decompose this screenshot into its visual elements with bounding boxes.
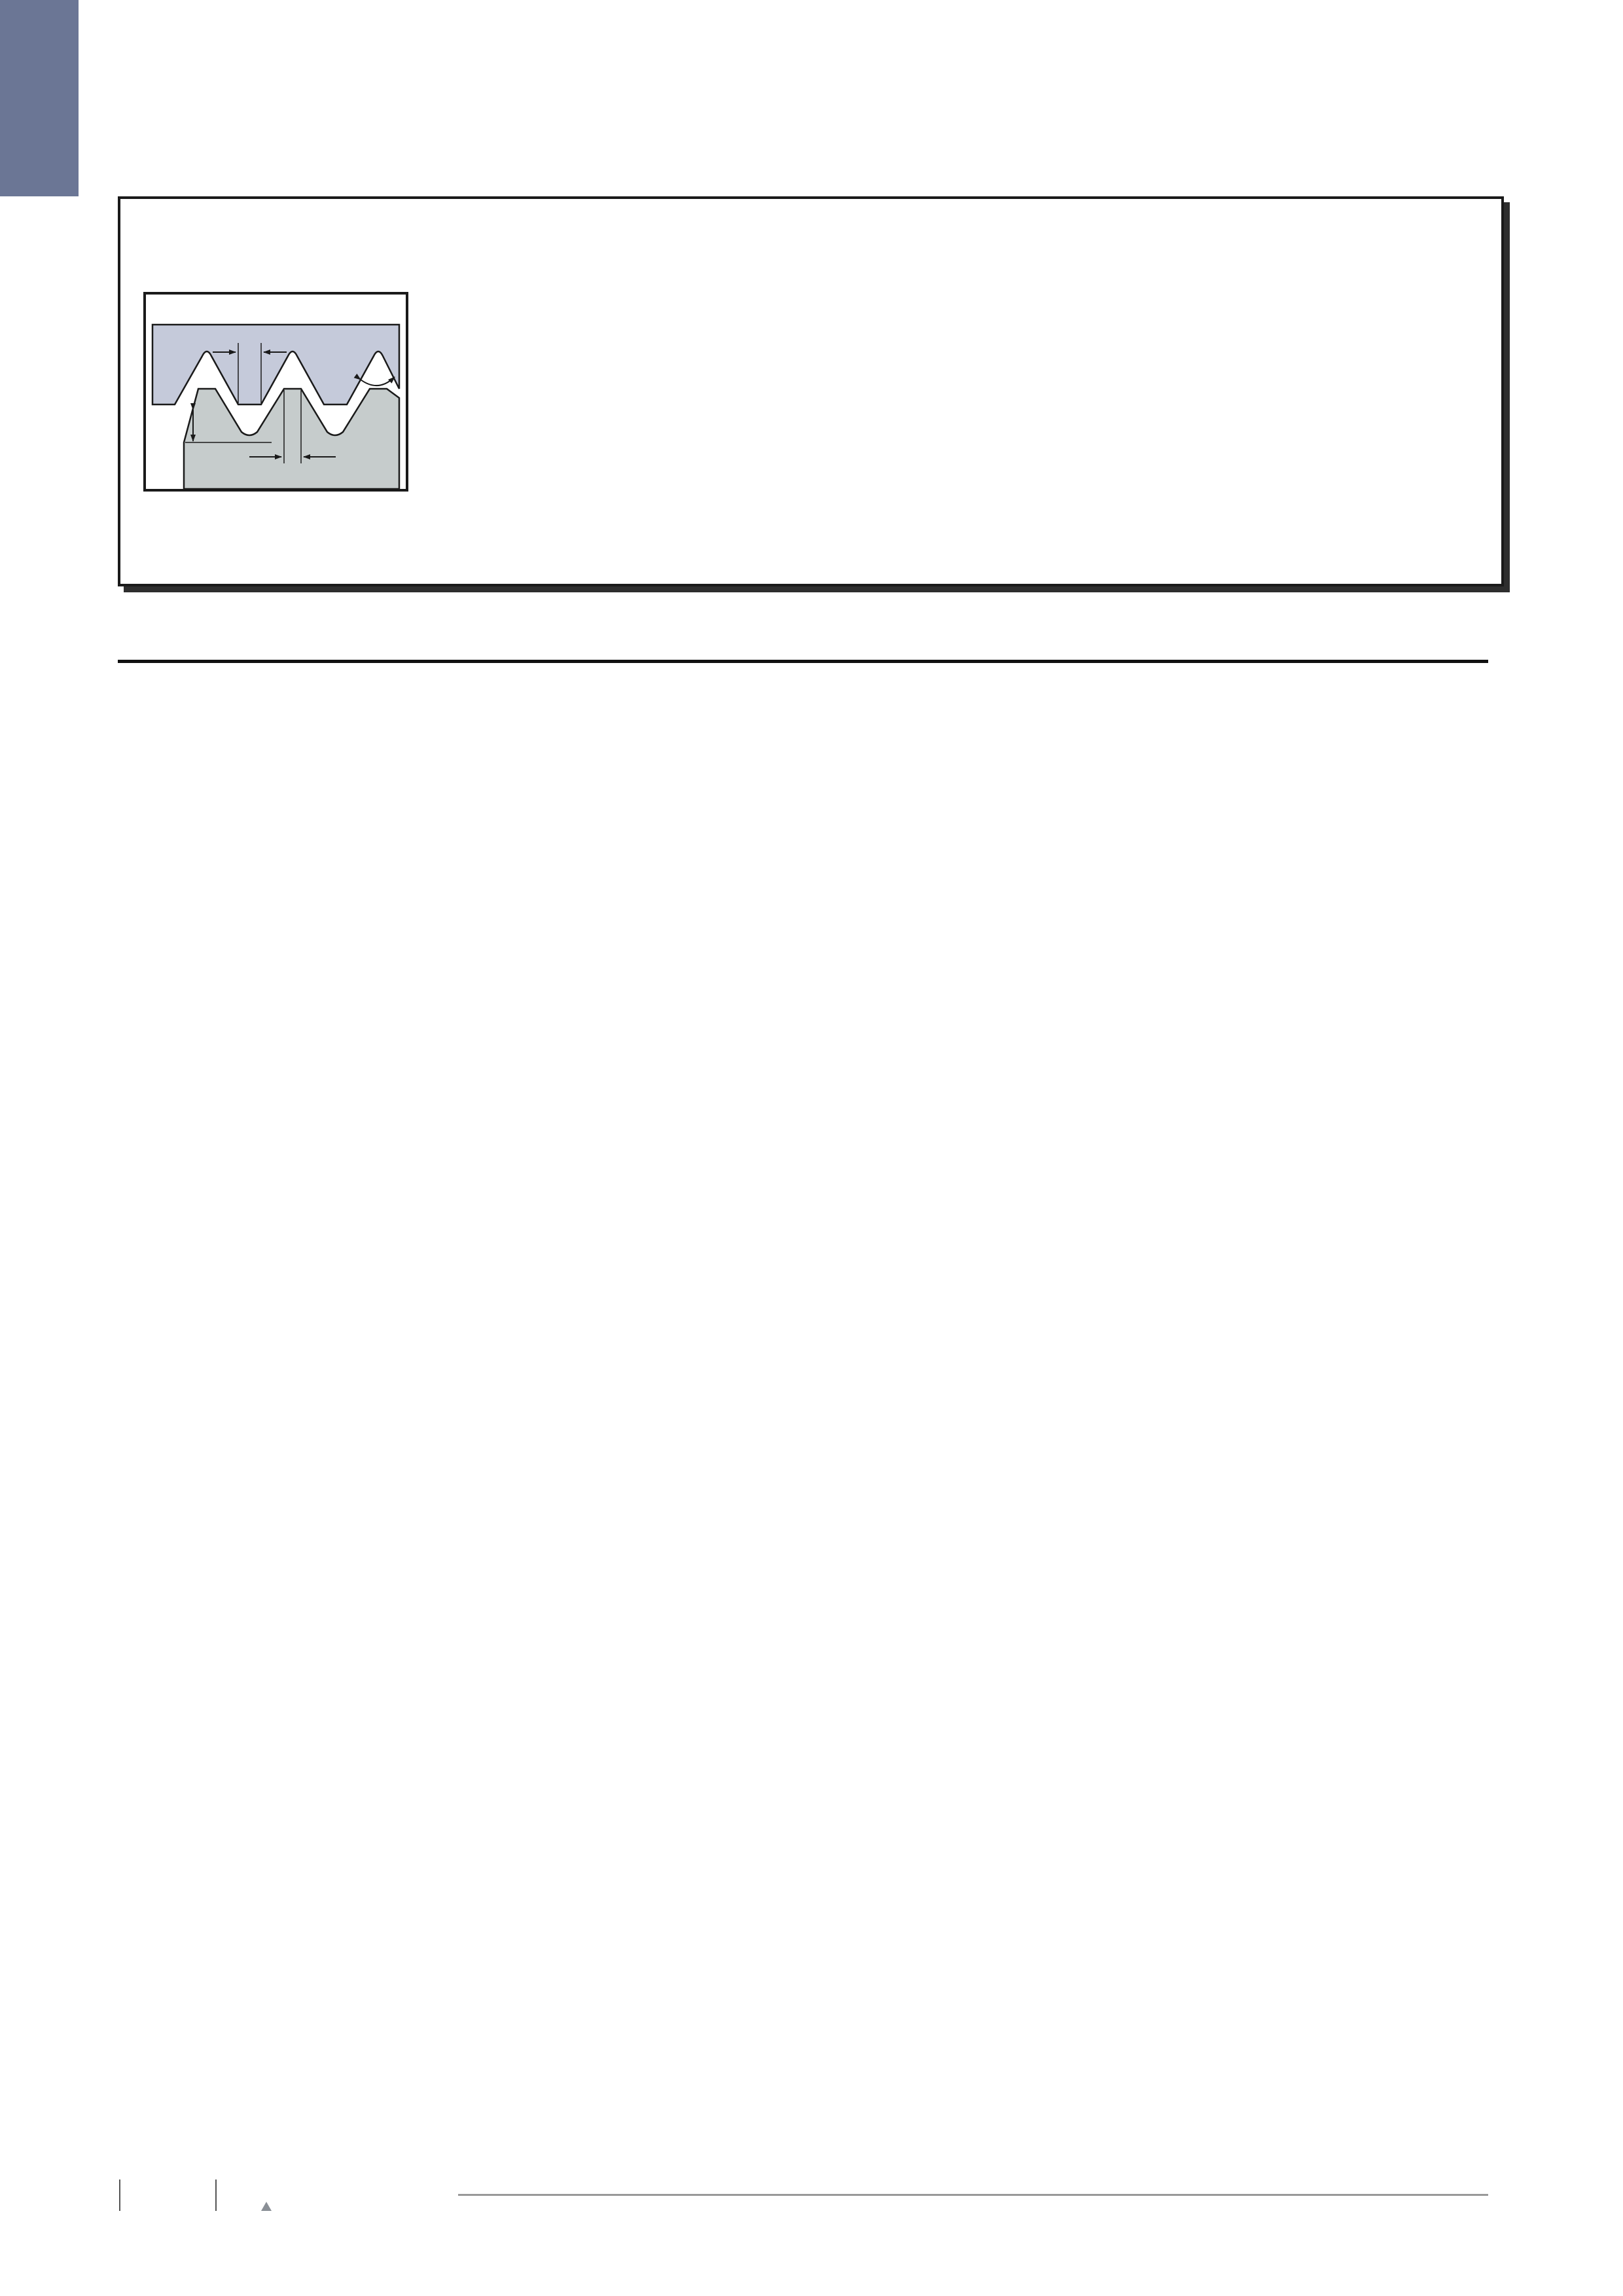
- thread-profile-diagram: [143, 292, 408, 492]
- brand-logo-triangle-icon: [261, 2202, 272, 2211]
- internal-box: [118, 196, 1504, 586]
- page-title: [118, 126, 127, 171]
- sidebar-tab-text: [0, 0, 79, 196]
- table-top-rule: [118, 660, 1488, 663]
- standard-table: [353, 664, 1488, 1924]
- footer-separator-right: [215, 2179, 217, 2211]
- footer-rule: [458, 2194, 1488, 2196]
- sidebar-tab: [0, 0, 79, 196]
- external-thread-region: [184, 389, 399, 489]
- footer-separator-left: [119, 2179, 120, 2211]
- fline-logo: [245, 1833, 246, 1869]
